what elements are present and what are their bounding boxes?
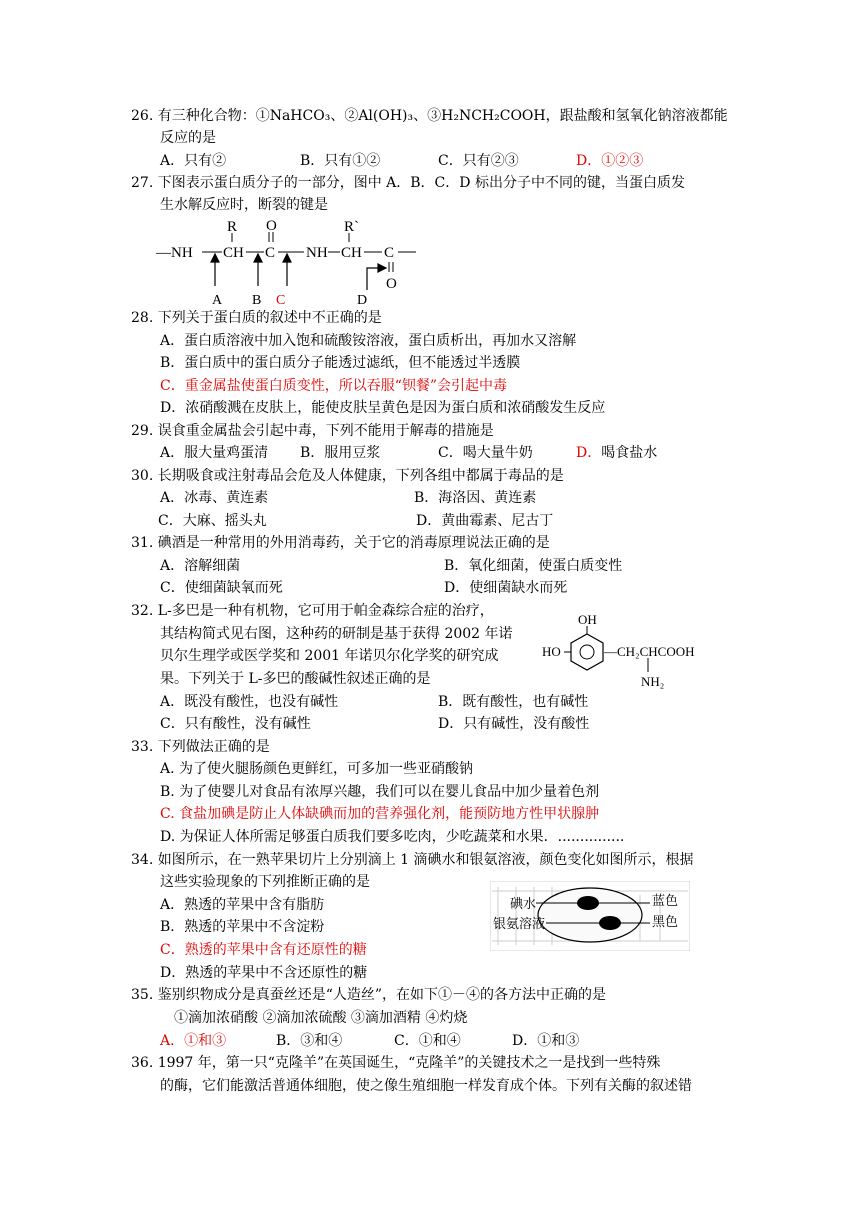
q32-option-b: B．既有酸性，也有碱性 bbox=[438, 694, 589, 710]
q35-option-d: D．①和③ bbox=[512, 1033, 580, 1049]
nh-2-label: NH bbox=[306, 245, 328, 261]
bond-a-label: A bbox=[212, 293, 223, 308]
q30-option-b: B．海洛因、黄连素 bbox=[414, 490, 537, 506]
q28-option-c: C．重金属盐使蛋白质变性，所以吞服“钡餐”会引起中毒 bbox=[160, 378, 508, 394]
q33-option-b: B. 为了使婴儿对食品有浓厚兴趣，我们可以在婴儿食品中加少量着色剂 bbox=[160, 784, 600, 800]
apple-slice-shape bbox=[538, 888, 642, 942]
q31-option-a: A．溶解细菌 bbox=[160, 558, 241, 574]
q29-stem: 29. 误食重金属盐会引起中毒，下列不能用于解毒的措施是 bbox=[131, 423, 494, 439]
q31-option-c: C．使细菌缺氧而死 bbox=[160, 580, 283, 596]
q28-stem: 28. 下列关于蛋白质的叙述中不正确的是 bbox=[131, 310, 382, 326]
q34-option-d: D．熟透的苹果中不含还原性的糖 bbox=[160, 965, 368, 981]
q30-option-a: A．冰毒、黄连素 bbox=[160, 490, 269, 506]
iodine-label: 碘水 bbox=[510, 896, 537, 911]
q28-option-d: D．浓硝酸溅在皮肤上，能使皮肤呈黄色是因为蛋白质和浓硝酸发生反应 bbox=[160, 400, 606, 416]
q34-option-b: B．熟透的苹果中不含淀粉 bbox=[160, 919, 325, 935]
q26-option-a: A．只有② bbox=[160, 153, 227, 169]
q32-stem-line3: 贝尔生理学或医学奖和 2001 年诺贝尔化学奖的研究成 bbox=[160, 648, 499, 664]
q27-stem-line2: 生水解反应时，断裂的键是 bbox=[160, 197, 328, 213]
q36-stem-line2: 的酶，它们能激活普通体细胞，使之像生殖细胞一样发育成个体。下列有关酶的叙述错 bbox=[160, 1078, 692, 1094]
ch-1-label: CH bbox=[223, 245, 244, 261]
q30-option-d: D．黄曲霉素、尼古丁 bbox=[416, 513, 554, 529]
q33-option-d: D. 为保证人体所需足够蛋白质我们要多吃肉，少吃蔬菜和水果．............... bbox=[160, 829, 625, 845]
q30-option-c: C．大麻、摇头丸 bbox=[158, 513, 267, 529]
q32-option-d: D．只有碱性，没有酸性 bbox=[438, 716, 590, 732]
q35-methods: ①滴加浓硝酸 ②滴加浓硫酸 ③滴加酒精 ④灼烧 bbox=[174, 1010, 468, 1026]
apple-slice-figure bbox=[490, 881, 690, 951]
q32-stem-line2: 其结构简式见右图，这种药的研制是基于获得 2002 年诺 bbox=[160, 626, 513, 642]
q32-stem-line1: 32. L-多巴是一种有机物，它可用于帕金森综合症的治疗， bbox=[131, 603, 494, 619]
q36-stem-line1: 36. 1997 年，第一只“克隆羊”在英国诞生，“克隆羊”的关键技术之一是找到一些特殊 bbox=[131, 1055, 661, 1071]
q34-stem-line1: 34. 如图所示，在一熟苹果切片上分别滴上 1 滴碘水和银氨溶液，颜色变化如图所示，根据 bbox=[131, 852, 694, 868]
q33-stem: 33. 下列做法正确的是 bbox=[131, 739, 270, 755]
o-top-label: O bbox=[266, 218, 277, 234]
q35-option-b: B．③和④ bbox=[276, 1033, 343, 1049]
q33-option-c: C. 食盐加碘是防止人体缺碘而加的营养强化剂，能预防地方性甲状腺肿 bbox=[160, 806, 600, 822]
q26-option-b: B．只有①② bbox=[300, 153, 381, 169]
bond-c-label: C bbox=[276, 293, 286, 308]
bond-b-label: B bbox=[252, 293, 262, 308]
ho-label: HO bbox=[542, 644, 561, 659]
q29-option-d: D．喝食盐水 bbox=[576, 445, 658, 461]
blue-label: 蓝色 bbox=[652, 893, 679, 908]
l-dopa-structure bbox=[540, 610, 720, 692]
c-2-label: C bbox=[384, 245, 395, 261]
q35-option-a: A．①和③ bbox=[160, 1033, 227, 1049]
q32-option-c: C．只有酸性，没有碱性 bbox=[160, 716, 311, 732]
r1-label: R bbox=[227, 219, 238, 235]
q32-stem-line4: 果。下列关于 L-多巴的酸碱性叙述正确的是 bbox=[160, 671, 431, 687]
q29-option-a: A．服大量鸡蛋清 bbox=[160, 445, 269, 461]
q26-stem-line2: 反应的是 bbox=[160, 130, 216, 146]
q34-option-a: A．熟透的苹果中含有脂肪 bbox=[160, 897, 325, 913]
q32-option-a: A．既没有酸性，也没有碱性 bbox=[160, 694, 339, 710]
q26-option-c: C．只有②③ bbox=[438, 153, 519, 169]
o-bottom-label: O bbox=[386, 276, 397, 292]
q31-option-d: D．使细菌缺水而死 bbox=[444, 580, 568, 596]
nh2-label: NH₂ bbox=[641, 674, 665, 689]
silver-ammonia-label: 银氨溶液 bbox=[493, 916, 546, 931]
q28-option-b: B．蛋白质中的蛋白质分子能透过滤纸，但不能透过半透膜 bbox=[160, 355, 521, 371]
side-chain-label: —CH₂CHCOOH bbox=[604, 644, 695, 659]
q28-option-a: A．蛋白质溶液中加入饱和硫酸铵溶液，蛋白质析出，再加水又溶解 bbox=[160, 333, 577, 349]
nh-1-label: —NH bbox=[156, 245, 193, 261]
r2-label: R` bbox=[344, 219, 359, 235]
q27-stem-line1: 27. 下图表示蛋白质分子的一部分，图中 A．B．C．D 标出分子中不同的键，当蛋白质发 bbox=[131, 175, 685, 191]
q29-option-c: C．喝大量牛奶 bbox=[438, 445, 533, 461]
q26-stem-line1: 26. 有三种化合物：①NaHCO₃、②Al(OH)₃、③H₂NCH₂COOH，跟盐酸和氢氧化钠溶液都能 bbox=[131, 108, 728, 124]
silver-ammonia-drop-spot bbox=[599, 916, 621, 930]
q30-stem: 30. 长期吸食或注射毒品会危及人体健康，下列各组中都属于毒品的是 bbox=[131, 468, 564, 484]
iodine-drop-spot bbox=[577, 896, 599, 910]
q34-stem-line2: 这些实验现象的下列推断正确的是 bbox=[160, 874, 370, 890]
oh-label: OH bbox=[578, 612, 597, 627]
bond-d-label: D bbox=[357, 293, 368, 308]
peptide-structure-diagram bbox=[150, 212, 430, 308]
q34-option-c: C．熟透的苹果中含有还原性的糖 bbox=[160, 942, 367, 958]
q26-option-d: D．①②③ bbox=[576, 153, 644, 169]
q33-option-a: A. 为了使火腿肠颜色更鲜红，可多加一些亚硝酸钠 bbox=[160, 761, 474, 777]
q31-stem: 31. 碘酒是一种常用的外用消毒药，关于它的消毒原理说法正确的是 bbox=[131, 535, 550, 551]
ch-2-label: CH bbox=[341, 245, 362, 261]
black-label: 黑色 bbox=[652, 914, 679, 929]
q35-stem: 35. 鉴别织物成分是真蚕丝还是“人造丝”，在如下①－④的各方法中正确的是 bbox=[131, 987, 607, 1003]
c-1-label: C bbox=[265, 245, 276, 261]
q29-option-b: B．服用豆浆 bbox=[300, 445, 381, 461]
q35-option-c: C．①和④ bbox=[394, 1033, 461, 1049]
q31-option-b: B．氧化细菌，使蛋白质变性 bbox=[444, 558, 623, 574]
